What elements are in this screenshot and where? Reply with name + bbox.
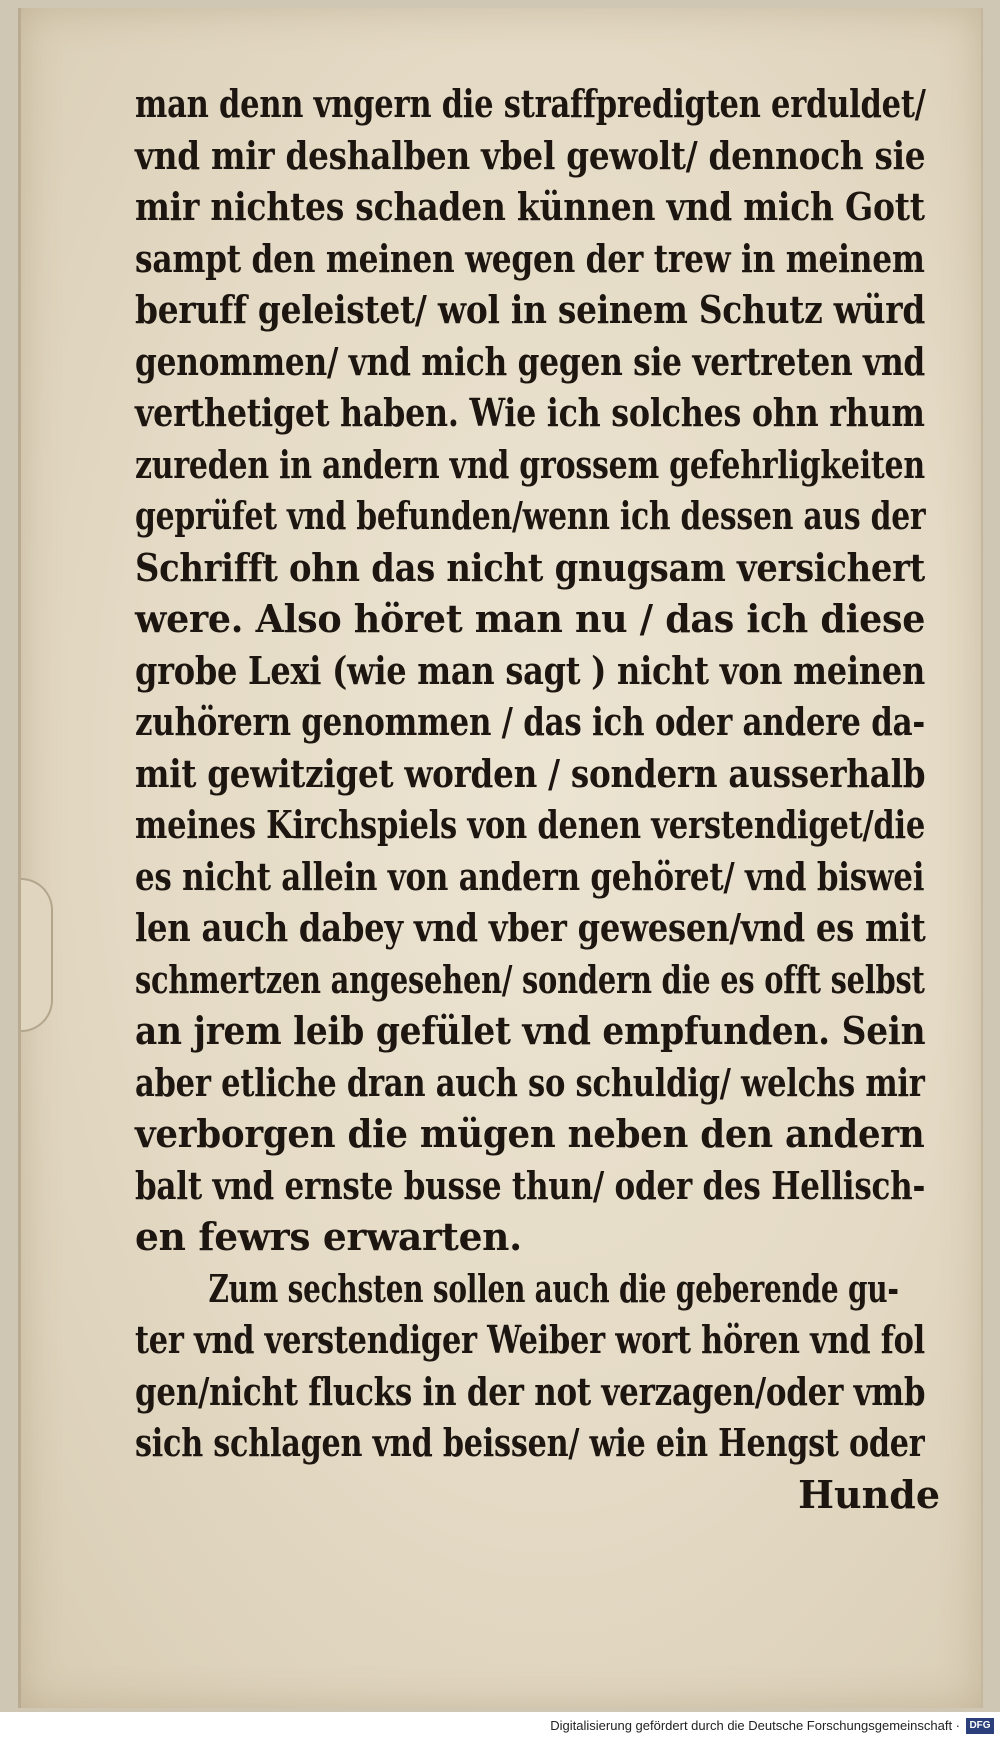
text-line: grobe Lexi (wie man sagt ) nicht von meinen	[135, 647, 926, 693]
text-line: an jrem leib gefület vnd empfunden. Sein	[135, 1008, 926, 1053]
text-line: Schrifft ohn das nicht gnugsam versichert	[135, 544, 925, 590]
text-line: vnd mir deshalben vbel gewolt/ dennoch sie	[135, 132, 926, 178]
catchword: Hunde	[798, 1472, 940, 1517]
text-line: en fewrs erwarten.	[135, 1214, 522, 1259]
text-line: geprüfet vnd befunden/wenn ich dessen aus der	[135, 493, 926, 538]
text-line: balt vnd ernste busse thun/ oder des Hellisch-	[135, 1162, 926, 1208]
page-edge-tab	[21, 878, 53, 1032]
text-line: were. Also höret man nu / das ich diese	[135, 596, 926, 641]
text-line: beruff geleistet/ wol in seinem Schutz würd	[135, 287, 926, 332]
funding-credit: Digitalisierung gefördert durch die Deutsche Forschungsgemeinschaft ·	[550, 1718, 960, 1733]
text-line: mir nichtes schaden künnen vnd mich Gott	[135, 184, 925, 229]
text-line: ter vnd verstendiger Weiber wort hören vnd fol	[135, 1317, 925, 1362]
text-line: gen/nicht flucks in der not verzagen/oder vmb	[135, 1368, 926, 1414]
text-line: zureden in andern vnd grossem gefehrligkeiten	[135, 441, 925, 487]
text-line: man denn vngern die straffpredigten erduldet/	[135, 81, 926, 126]
text-line: schmertzen angesehen/ sondern die es offt selbst	[135, 956, 925, 1002]
text-line: mit gewitziget worden / sondern ausserhalb	[135, 750, 926, 796]
text-line: es nicht allein von andern gehöret/ vnd biswei	[135, 853, 925, 899]
text-line: zuhörern genommen / das ich oder andere da-	[135, 699, 925, 744]
text-line: sich schlagen vnd beissen/ wie ein Hengst oder	[135, 1420, 925, 1465]
text-line: sampt den meinen wegen der trew in meinem	[135, 235, 925, 281]
text-line: len auch dabey vnd vber gewesen/vnd es mit	[135, 905, 926, 950]
text-line: genommen/ vnd mich gegen sie vertreten vnd	[135, 338, 926, 384]
text-block	[135, 78, 935, 1469]
text-line: verborgen die mügen neben den andern	[135, 1111, 925, 1156]
text-line: meines Kirchspiels von denen verstendiget/die	[135, 802, 926, 847]
dfg-logo: DFG	[966, 1718, 994, 1734]
text-line: verthetiget haben. Wie ich solches ohn rhum	[135, 390, 925, 435]
text-line: aber etliche dran auch so schuldig/ welchs mir	[135, 1059, 925, 1105]
footer-bar	[0, 1712, 1000, 1742]
paragraph-start-line: Zum sechsten sollen auch die geberende gu-	[208, 1265, 899, 1311]
